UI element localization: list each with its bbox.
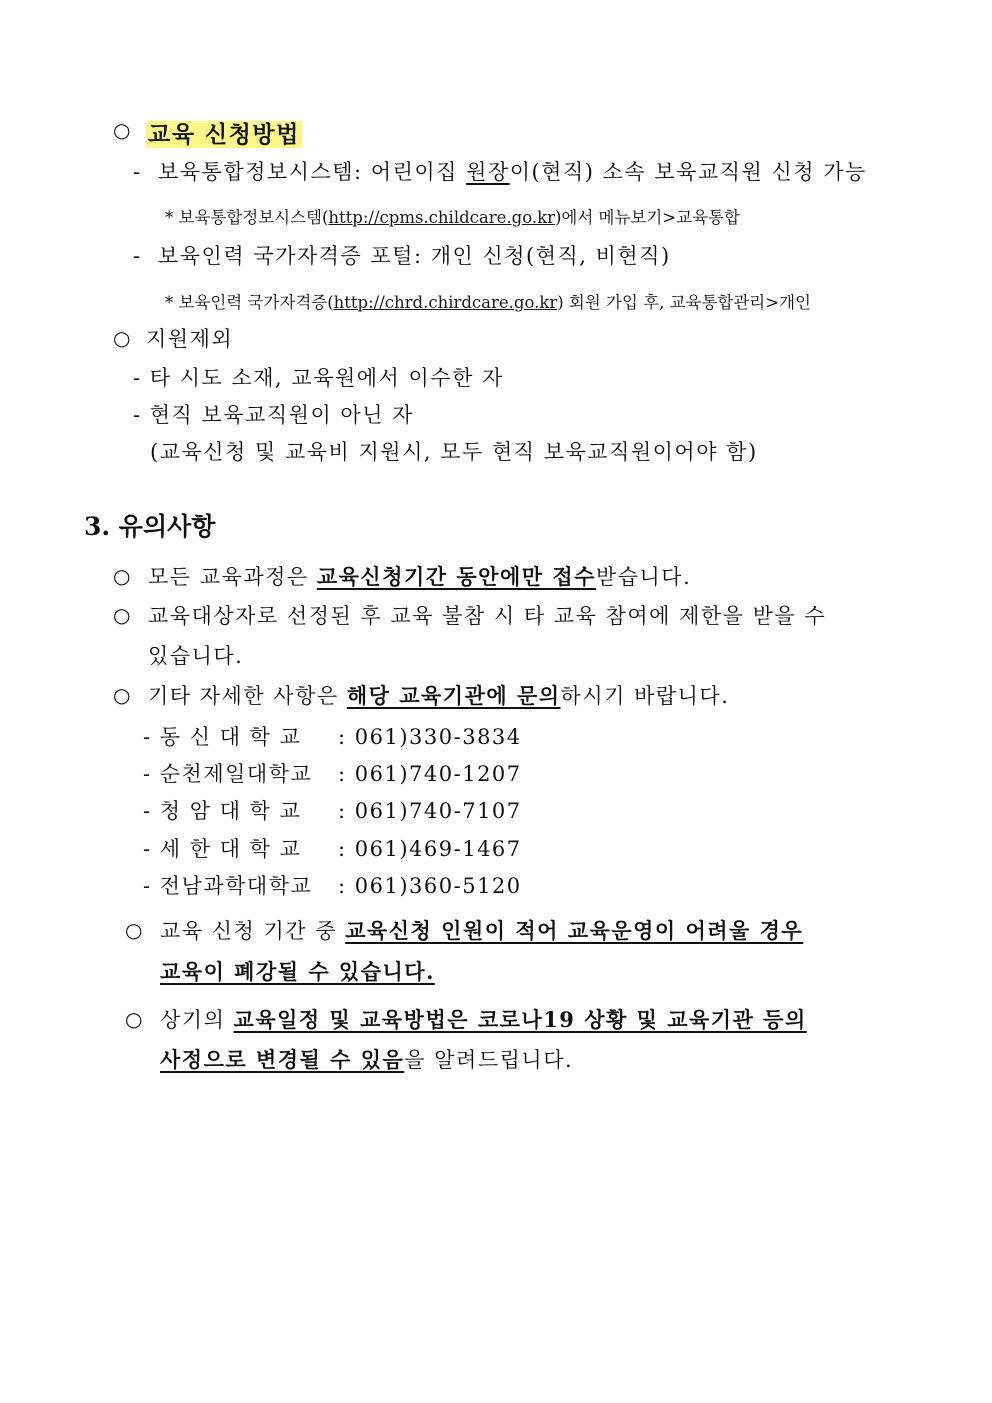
item-text-underlined: 원장 [466, 160, 510, 184]
cpms-link[interactable]: http://cpms.childcare.go.kr [328, 208, 555, 227]
apply-note-cpms [165, 204, 740, 228]
contact-row [143, 795, 522, 825]
apply-item-cpms [133, 156, 867, 186]
note-post: 을 알려드립니다. [404, 1048, 574, 1072]
note-2-line2: 있습니다. [148, 644, 244, 668]
contact-name: - 동 신 대 학 교 [143, 725, 302, 749]
note-3 [148, 680, 729, 710]
contact-phone: : 061)360-5120 [338, 874, 522, 898]
bullet-circle: ○ [113, 326, 131, 350]
apply-item-portal [133, 240, 671, 270]
contact-row [143, 833, 522, 863]
note-1 [148, 561, 691, 591]
note-emphasis: 교육일정 및 교육방법은 코로나19 상황 및 교육기관 등의 [233, 1007, 807, 1032]
note-pre: 기타 자세한 사항은 [148, 684, 347, 708]
highlighted-title: 교육 신청방법 [148, 121, 300, 148]
contact-name: - 전남과학대학교 [143, 874, 313, 898]
note-pre: 교육 신청 기간 중 [160, 919, 346, 943]
contact-phone: : 061)740-7107 [338, 799, 522, 823]
contact-phone: : 061)740-1207 [338, 762, 522, 786]
note-post: ) 회원 가입 후, 교육통합관리>개인 [557, 293, 811, 312]
apply-note-portal [165, 289, 811, 313]
contact-name: - 세 한 대 학 교 [143, 837, 302, 861]
chrd-link[interactable]: http://chrd.chirdcare.go.kr [333, 293, 558, 312]
section-heading: 3. 유의사항 [84, 512, 216, 541]
contact-row [143, 758, 522, 788]
note-emphasis: 교육신청기간 동안에만 접수 [316, 564, 596, 589]
note-emphasis: 사정으로 변경될 수 있음 [160, 1047, 405, 1072]
exclude-item: - 현직 보육교직원이 아닌 자 [133, 403, 414, 427]
note-5-line2 [160, 1044, 573, 1074]
bullet-circle: ○ [125, 1007, 143, 1031]
contact-row [143, 721, 522, 751]
note-post: 받습니다. [595, 565, 692, 589]
note-pre: * 보육인력 국가자격증( [165, 293, 334, 312]
bullet-circle: ○ [113, 683, 131, 707]
note-pre: 상기의 [160, 1008, 234, 1032]
dash: - [133, 244, 142, 268]
note-post: )에서 메뉴보기>교육통합 [554, 208, 740, 227]
bullet-circle: ○ [125, 918, 143, 942]
note-4-line2 [160, 956, 435, 986]
note-emphasis: 교육신청 인원이 적어 교육운영이 어려울 경우 [345, 918, 804, 943]
bullet-circle: ○ [113, 118, 131, 142]
note-pre: * 보육통합정보시스템( [165, 208, 329, 227]
contact-phone: : 061)330-3834 [338, 725, 522, 749]
note-post: 하시기 바랍니다. [560, 684, 730, 708]
item-text-pre: 보육통합정보시스템: 어린이집 [157, 160, 467, 184]
exclude-note: (교육신청 및 교육비 지원시, 모두 현직 보육교직원이어야 함) [150, 440, 758, 464]
exclude-item: - 타 시도 소재, 교육원에서 이수한 자 [133, 366, 504, 390]
dash: - [133, 160, 142, 184]
item-text: 보육인력 국가자격증 포털: 개인 신청(현직, 비현직) [157, 244, 671, 268]
bullet-circle: ○ [113, 564, 131, 588]
section-title-exclude: 지원제외 [146, 327, 234, 351]
section-title-apply [146, 116, 302, 149]
note-4-line1 [160, 915, 803, 945]
note-emphasis: 교육이 폐강될 수 있습니다. [160, 959, 435, 984]
bullet-circle: ○ [113, 603, 131, 627]
note-pre: 모든 교육과정은 [148, 565, 317, 589]
item-text-post: 이(현직) 소속 보육교직원 신청 가능 [509, 160, 867, 184]
contact-row [143, 870, 522, 900]
contact-name: - 청 암 대 학 교 [143, 799, 302, 823]
note-2-line1: 교육대상자로 선정된 후 교육 불참 시 타 교육 참여에 제한을 받을 수 [148, 604, 827, 628]
note-5-line1 [160, 1004, 807, 1034]
note-emphasis: 해당 교육기관에 문의 [346, 683, 561, 708]
contact-name: - 순천제일대학교 [143, 762, 313, 786]
contact-phone: : 061)469-1467 [338, 837, 522, 861]
